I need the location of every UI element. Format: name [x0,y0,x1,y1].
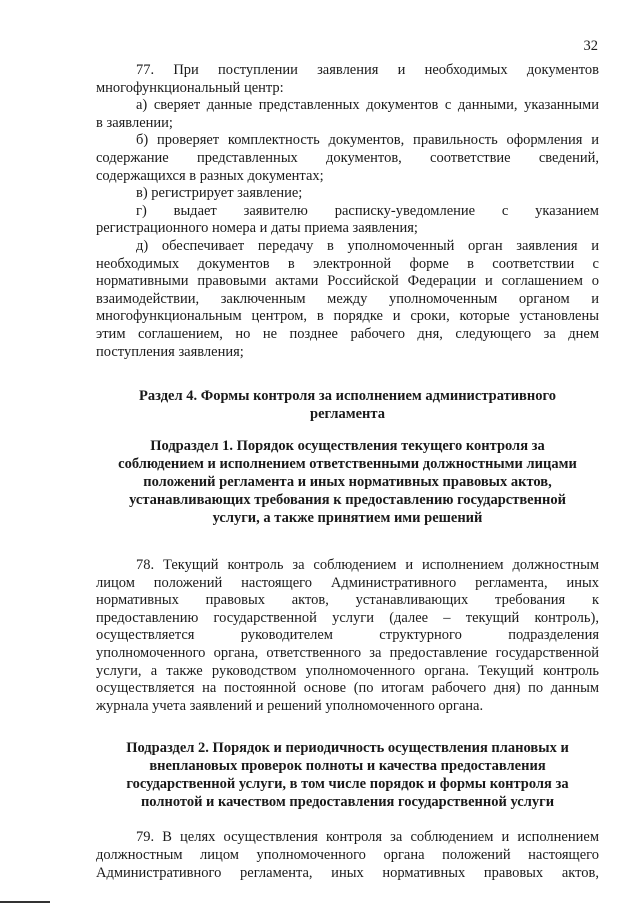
text-line: осуществляется руководителем структурного подразделения [96,627,599,644]
heading-line: полнотой и качеством предоставления государственной услуги [140,794,555,811]
text-line: 77. При поступлении заявления и необходимых документов [136,62,599,78]
heading-line: внеплановых проверок полноты и качества предоставления [149,758,546,775]
text-line: осуществляется на постоянной основе (по итогам рабочего дня) по данным [96,680,599,697]
heading-line: регламента [310,406,385,423]
text-line: многофункциональным центром, в порядке и сроки, которые установлены [96,308,599,325]
text-line: 78. Текущий контроль за соблюдением и исполнением должностным [136,557,599,574]
list-item-b: б) проверяет комплектность документов, правильность оформления и [136,132,599,149]
paragraph-79 [96,829,599,882]
text-line: должностным лицом уполномоченного органа положений настоящего [96,847,599,864]
document-body [96,62,599,882]
subsection-heading-1 [96,437,599,527]
text-line: содержащихся в разных документах; [96,167,324,184]
text-line: нормативных правовых актов, устанавливающих требования к [96,592,599,609]
text-line: взаимодействии, заключенным между уполномоченным органом и [96,290,599,307]
subsection-heading-2 [96,739,599,811]
text-line: журнала учета заявлений и решений уполномоченного органа. [96,697,484,714]
heading-line: услуги, а также принятием ими решений [212,510,483,527]
heading-line: устанавливающих требования к предоставлению государственной [129,492,566,509]
text-line: поступления заявления; [96,343,244,360]
text-line: регистрационного номера и даты приема заявления; [96,220,418,237]
page-number: 32 [583,38,598,54]
text-line: Административного регламента, иных нормативных правовых актов, [96,864,599,881]
text-line: предоставлению государственной услуги (далее – текущий контроль), [96,609,599,626]
text-line: в заявлении; [96,114,173,131]
text-line: необходимых документов в электронной форме в соответствии с [96,255,599,272]
text-line: содержание представленных документов, соответствие сведений, [96,149,599,166]
paragraph-77 [96,62,599,361]
text-line: уполномоченного органа, ответственного за предоставление государственной [96,645,599,662]
text-line: услуги, а также руководством уполномоченного органа. Текущий контроль [96,662,599,679]
heading-line: Подраздел 1. Порядок осуществления текущего контроля за [150,438,545,455]
text-line: лицом положений настоящего Административного регламента, иных [96,574,599,591]
text-line: 79. В целях осуществления контроля за соблюдением и исполнением [136,829,599,846]
heading-line: Раздел 4. Формы контроля за исполнением административного [139,388,556,405]
text-line: нормативными правовыми актами Российской Федерации и соглашением о [96,273,599,290]
scan-edge-mark [0,901,50,903]
heading-line: соблюдением и исполнением ответственными должностными лицами [118,456,577,473]
text-line: этим соглашением, но не позднее рабочего дня, следующего за днем [96,325,599,342]
heading-line: положений регламента и иных нормативных правовых актов, [143,474,552,491]
text-line: многофункциональный центр: [96,79,284,96]
heading-line: государственной услуги, в том числе порядок и формы контроля за [126,776,569,793]
section-heading [96,387,599,423]
heading-line: Подраздел 2. Порядок и периодичность осуществления плановых и [126,740,569,757]
paragraph-78 [96,557,599,715]
list-item-d: д) обеспечивает передачу в уполномоченный орган заявления и [136,237,599,254]
list-item-a: а) сверяет данные представленных документов с данными, указанными [136,97,599,114]
list-item-g: г) выдает заявителю расписку-уведомление с указанием [136,202,599,219]
list-item-v: в) регистрирует заявление; [136,185,303,202]
